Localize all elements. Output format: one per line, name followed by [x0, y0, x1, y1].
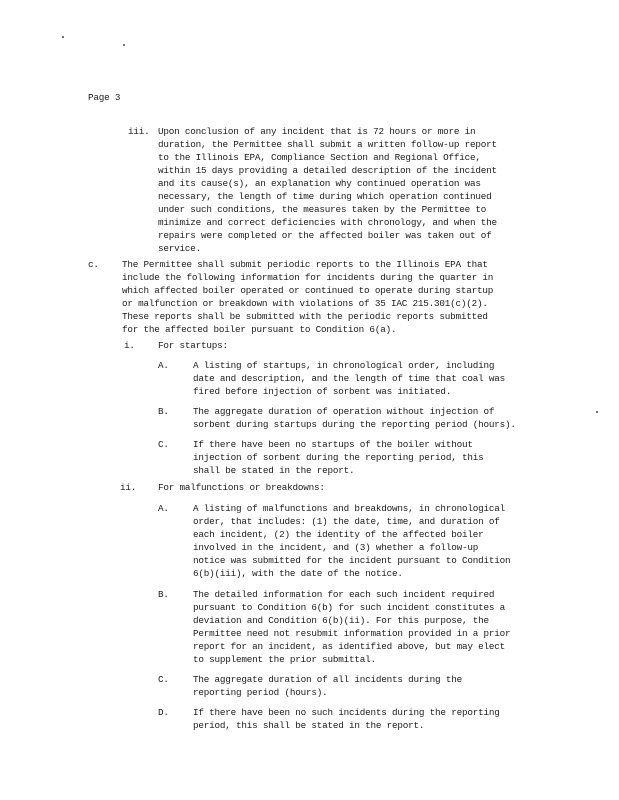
- sub-ii-B-letter: B.: [158, 589, 169, 600]
- sub-ii-heading: For malfunctions or breakdowns:: [158, 482, 325, 493]
- item-c-line: which affected boiler operated or continued to operate during startup: [122, 285, 494, 296]
- item-iii-line: to the Illinois EPA, Compliance Section and Regional Office,: [158, 152, 481, 163]
- item-iii-number: iii.: [128, 126, 150, 137]
- sub-i-B-line: The aggregate duration of operation without injection of: [193, 406, 495, 417]
- sub-i-heading: For startups:: [158, 340, 228, 351]
- item-c-line: These reports shall be submitted with the periodic reports submitted: [122, 311, 488, 322]
- sub-i-B-letter: B.: [158, 406, 169, 417]
- sub-i-C-line: injection of sorbent during the reporting period, this: [193, 452, 484, 463]
- item-iii-line: under such conditions, the measures taken by the Permittee to: [158, 204, 487, 215]
- sub-ii-C-line: The aggregate duration of all incidents during the: [193, 674, 462, 685]
- sub-ii-D-letter: D.: [158, 707, 169, 718]
- item-c-letter: c.: [88, 259, 99, 270]
- scan-speck: [596, 411, 598, 413]
- sub-ii-A-line: 6(b)(iii), with the date of the notice.: [193, 568, 403, 579]
- item-iii-line: necessary, the length of time during which operation continued: [158, 191, 492, 202]
- sub-ii-A-letter: A.: [158, 503, 169, 514]
- sub-ii-B-line: report for an incident, as identified above, but may elect: [193, 641, 505, 652]
- scan-speck: [123, 44, 125, 46]
- sub-i-A-line: fired before injection of sorbent was initiated.: [193, 386, 452, 397]
- item-iii-line: service.: [158, 243, 202, 254]
- item-c-line: The Permittee shall submit periodic reports to the Illinois EPA that: [122, 259, 488, 270]
- sub-ii-B-line: pursuant to Condition 6(b) for such incident constitutes a: [193, 602, 505, 613]
- sub-i-C-line: shall be stated in the report.: [193, 465, 355, 476]
- sub-ii-number: ii.: [120, 482, 137, 493]
- sub-ii-C-letter: C.: [158, 674, 169, 685]
- sub-ii-A-line: order, that includes: (1) the date, time, and duration of: [193, 516, 500, 527]
- sub-i-B-line: sorbent during startups during the reporting period (hours).: [193, 419, 516, 430]
- sub-ii-A-line: A listing of malfunctions and breakdowns, in chronological: [193, 503, 505, 514]
- item-iii-line: repairs were completed or the affected boiler was taken out of: [158, 230, 492, 241]
- item-iii-line: duration, the Permittee shall submit a written follow-up report: [158, 139, 497, 150]
- item-iii-line: minimize and correct deficiencies with chronology, and when the: [158, 217, 497, 228]
- sub-ii-A-line: each incident, (2) the identity of the affected boiler: [193, 529, 484, 540]
- sub-ii-B-line: to supplement the prior submittal.: [193, 654, 376, 665]
- sub-ii-D-line: If there have been no such incidents during the reporting: [193, 707, 500, 718]
- sub-i-A-line: date and description, and the length of time that coal was: [193, 373, 505, 384]
- sub-ii-A-line: involved in the incident, and (3) whether a follow-up: [193, 542, 479, 553]
- sub-ii-B-line: The detailed information for each such incident required: [193, 589, 495, 600]
- sub-i-C-line: If there have been no startups of the boiler without: [193, 439, 473, 450]
- sub-ii-A-line: notice was submitted for the incident pursuant to Condition: [193, 555, 511, 566]
- item-iii-line: and its cause(s), an explanation why continued operation was: [158, 178, 481, 189]
- item-c-line: or malfunction or breakdown with violations of 35 IAC 215.301(c)(2).: [122, 298, 488, 309]
- sub-ii-D-line: period, this shall be stated in the report.: [193, 720, 425, 731]
- item-c-line: include the following information for incidents during the quarter in: [122, 272, 494, 283]
- sub-ii-B-line: deviation and Condition 6(b)(ii). For this purpose, the: [193, 615, 489, 626]
- sub-i-A-letter: A.: [158, 360, 169, 371]
- sub-i-A-line: A listing of startups, in chronological order, including: [193, 360, 495, 371]
- page-label: Page 3: [88, 92, 121, 103]
- sub-ii-C-line: reporting period (hours).: [193, 687, 328, 698]
- item-iii-line: Upon conclusion of any incident that is 72 hours or more in: [158, 126, 476, 137]
- item-iii-line: within 15 days providing a detailed description of the incident: [158, 165, 497, 176]
- sub-i-number: i.: [124, 340, 135, 351]
- item-c-line: for the affected boiler pursuant to Condition 6(a).: [122, 324, 397, 335]
- scan-speck: [62, 36, 64, 38]
- sub-i-C-letter: C.: [158, 439, 169, 450]
- sub-ii-B-line: Permittee need not resubmit information provided in a prior: [193, 628, 511, 639]
